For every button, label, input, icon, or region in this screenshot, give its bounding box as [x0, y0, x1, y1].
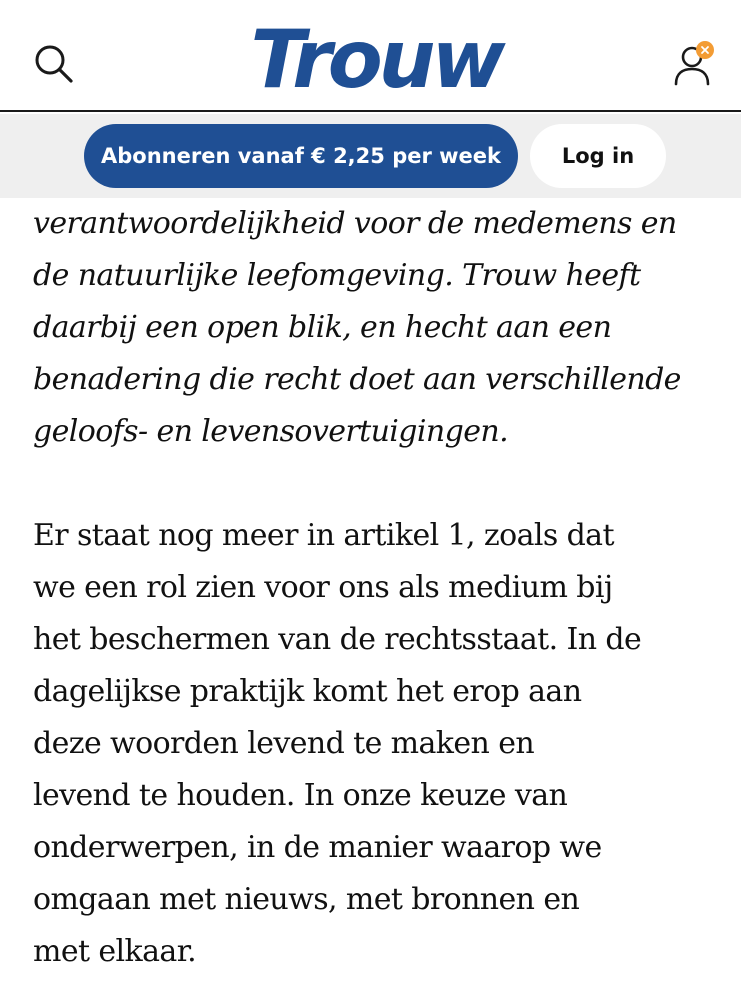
text-line: we een rol zien voor ons als medium bij	[33, 570, 613, 605]
text-line: daarbij een open blik, en hecht aan een	[33, 310, 612, 345]
text-line: benadering die recht doet aan verschillende	[33, 362, 681, 397]
subscription-bar	[0, 114, 741, 198]
text-line: onderwerpen, in de manier waarop we	[33, 830, 602, 865]
subscribe-button[interactable]: Abonneren vanaf € 2,25 per week	[84, 124, 518, 188]
text-line: met elkaar.	[33, 934, 197, 969]
search-icon	[32, 42, 76, 86]
close-x-icon	[700, 45, 710, 55]
text-line: omgaan met nieuws, met bronnen en	[33, 882, 580, 917]
text-line: het beschermen van de rechtsstaat. In de	[33, 622, 642, 657]
text-line: Er staat nog meer in artikel 1, zoals dat	[33, 518, 614, 553]
text-line: verantwoordelijkheid voor de medemens en	[33, 206, 677, 241]
text-line: geloofs- en levensovertuigingen.	[33, 414, 509, 449]
article-paragraph	[33, 510, 723, 978]
text-line: deze woorden levend te maken en	[33, 726, 535, 761]
account-button[interactable]	[668, 40, 720, 92]
search-button[interactable]	[28, 38, 80, 90]
text-line: de natuurlijke leefomgeving. Trouw heeft	[33, 258, 641, 293]
text-line: dagelijkse praktijk komt het erop aan	[33, 674, 582, 709]
text-line: levend te houden. In onze keuze van	[33, 778, 568, 813]
site-header	[0, 0, 741, 112]
article-body	[33, 198, 723, 978]
login-button[interactable]: Log in	[530, 124, 666, 188]
article-paragraph-italic	[33, 198, 723, 458]
notification-badge	[696, 41, 714, 59]
site-logo[interactable]: Trouw	[250, 13, 502, 106]
